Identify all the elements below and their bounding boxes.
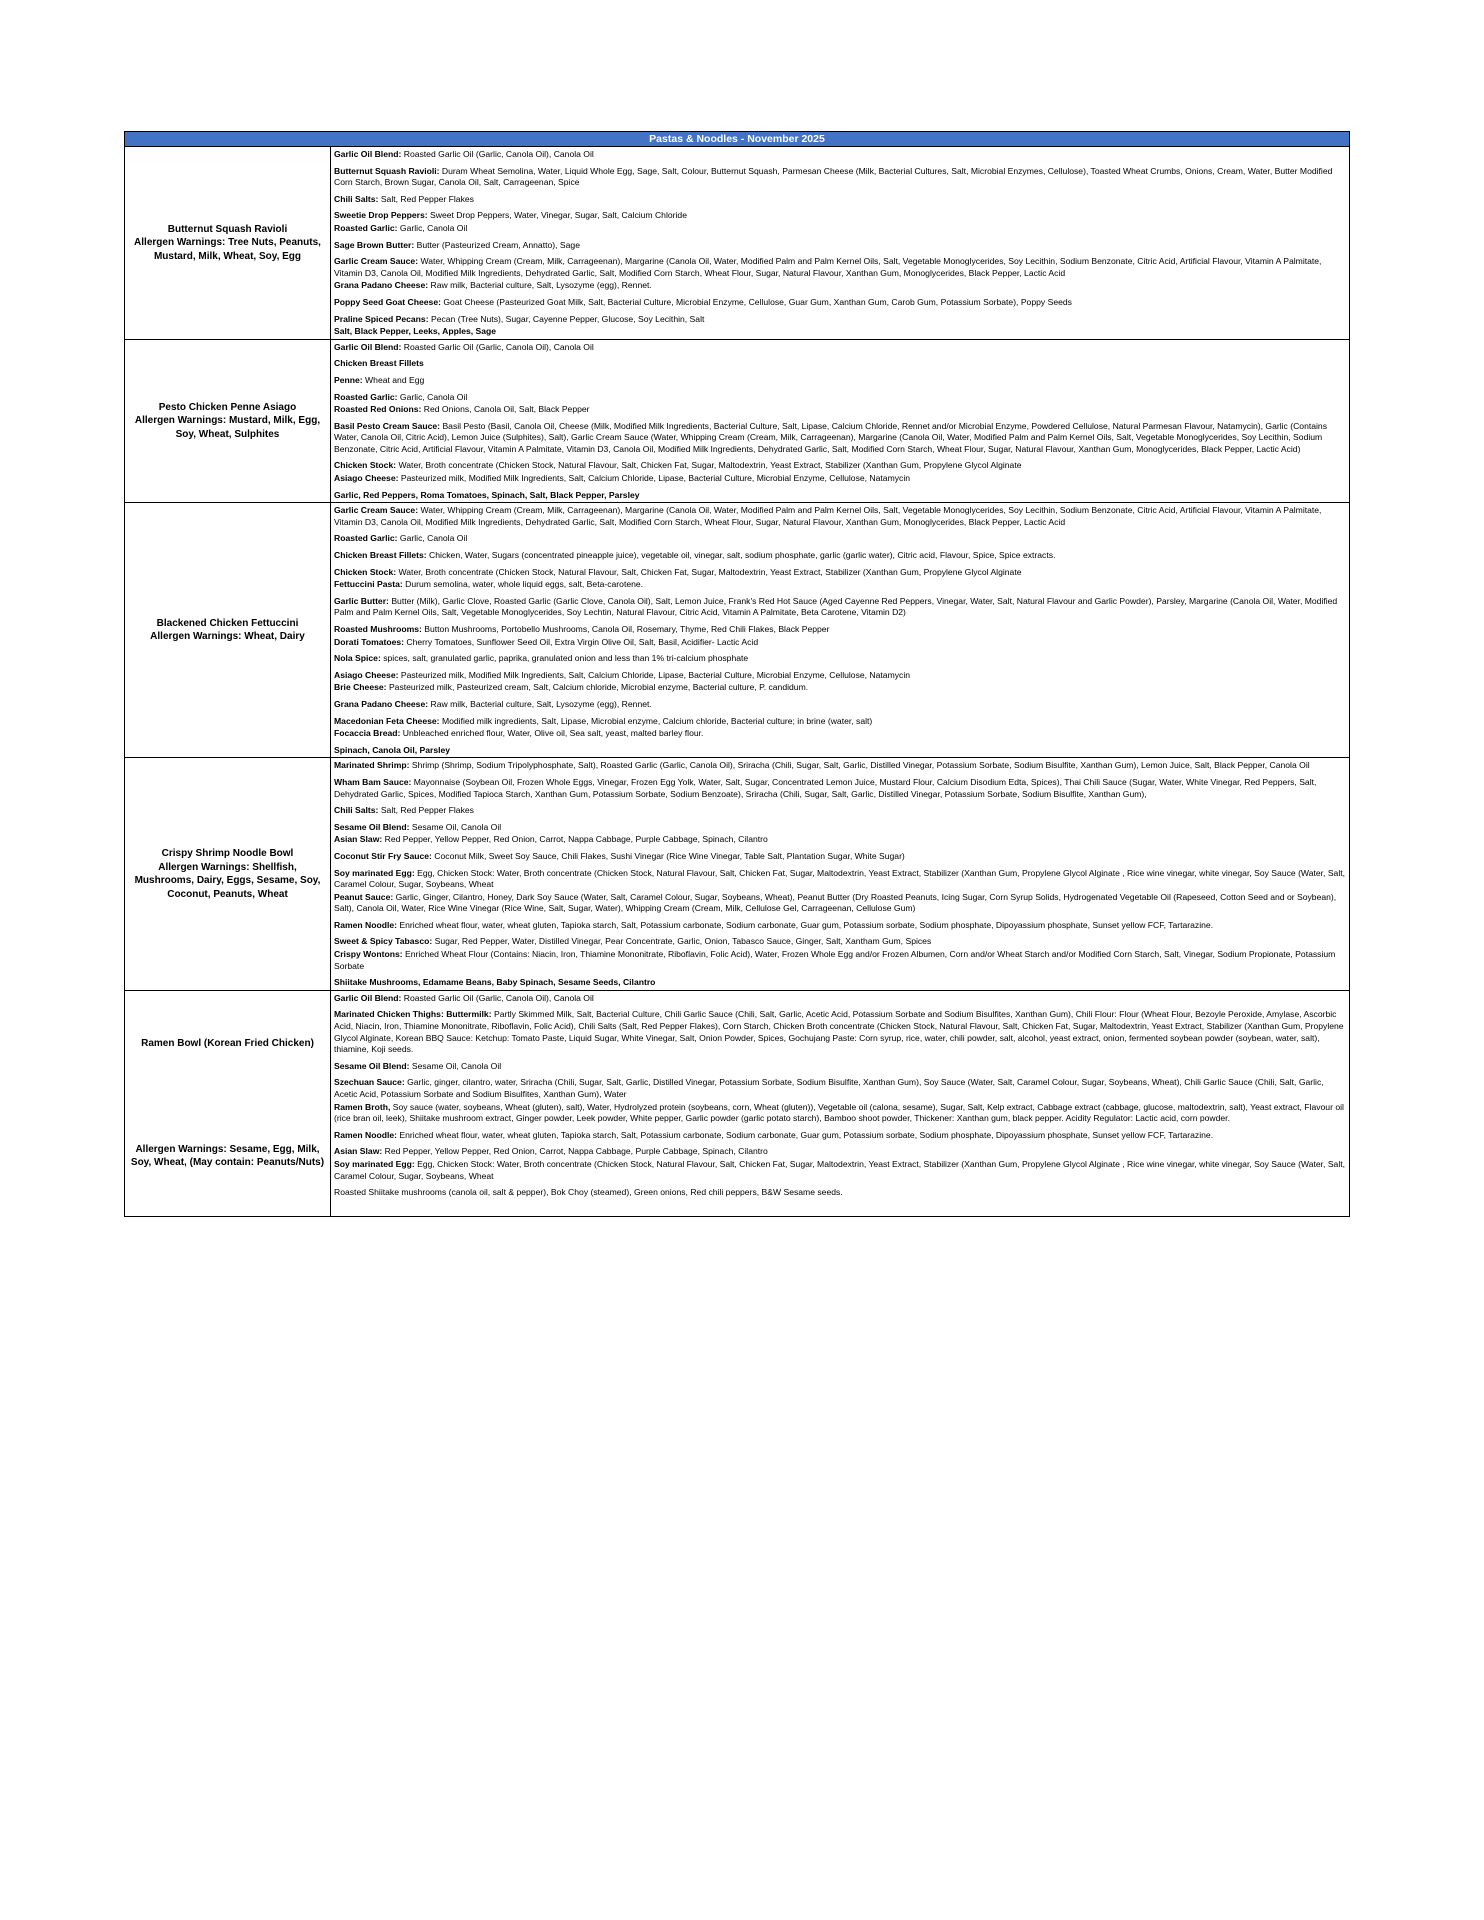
ingredient-line <box>334 993 1347 1005</box>
ingredient-line <box>334 421 1347 456</box>
ingredient-label: Peanut Sauce: <box>334 891 394 902</box>
ingredient-text: Garlic, Canola Oil <box>399 222 468 233</box>
ingredient-line <box>334 936 1347 948</box>
ingredient-text: Egg, Chicken Stock: Water, Broth concentrate (Chicken Stock, Natural Flavour, Salt, Chicken Fat, Sugar, Maltodextrin, Yeast Extract, Stabilizer (Xanthan Gum, Propylene Glycol Alginate , Rice wine vinegar, white vinegar, Soy Sauce (Water, Salt, Caramel Colour, Sugar, Soybeans, Wheat <box>334 1158 1346 1181</box>
ingredient-label: Asian Slaw: <box>334 1146 383 1157</box>
dish-name: Butternut Squash Ravioli <box>167 223 288 235</box>
ingredient-label: Garlic Butter: <box>334 595 389 606</box>
ingredient-line <box>334 1102 1347 1125</box>
ingredient-line <box>334 653 1347 665</box>
ingredient-line <box>334 567 1347 579</box>
ingredient-label: Grana Padano Cheese: <box>334 280 429 291</box>
ingredient-label: Soy marinated Egg: <box>334 867 415 878</box>
dish-row <box>125 147 1350 340</box>
sheet-title: Pastas & Noodles - November 2025 <box>125 132 1350 147</box>
ingredients-cell <box>331 990 1350 1216</box>
ingredient-label: Penne: <box>334 374 363 385</box>
ingredient-label: Wham Bam Sauce: <box>334 776 412 787</box>
ingredient-line <box>334 728 1347 740</box>
ingredient-text: Roasted Shiitake mushrooms (canola oil, salt & pepper), Bok Choy (steamed), Green onions, Red chili peppers, B&W Sesame seeds. <box>334 1187 843 1198</box>
ingredient-line <box>334 1009 1347 1055</box>
ingredient-line <box>334 149 1347 161</box>
ingredient-text: Unbleached enriched flour, Water, Olive oil, Sea salt, yeast, malted barley flour. <box>402 728 704 739</box>
ingredients-cell <box>331 147 1350 340</box>
ingredient-label: Fettuccini Pasta: <box>334 579 403 590</box>
ingredient-text: Butter (Pasteurized Cream, Annatto), Sage <box>416 239 580 250</box>
ingredient-label: Focaccia Bread: <box>334 728 401 739</box>
ingredient-text: Basil Pesto (Basil, Canola Oil, Cheese (Milk, Modified Milk Ingredients, Bacterial Culture, Salt, Lipase, Calcium Chloride, Rennet and/or Microbial Enzyme, Powdered Cellulose, Natural Parmesan Flavour, Natamycin), Garlic (Contains Water, Canola Oil, Citric Acid), Lemon Juice (Sulphites), Salt), Garlic Cream Sauce (Water, Whipping Cream (Cream, Milk, Carrageenan), Margarine (Canola Oil, Water, Modified Palm and Palm Kernel Oils, Salt, Vegetable Monoglycerides, Soy Lecithin, Sodium Benzonate, Citric Acid, Artificial Flavour, Vitamin A Palmitate, Vitamin D3, Canola Oil, Modified Milk Ingredients, Dehydrated Garlic, Salt, Modified Corn Starch, Wheat Flour, Sugar, Natural Flavour, Xanthan Gum, Monoglycerides, Black Pepper, Lactic Acid) <box>334 420 1328 454</box>
allergen-warnings: Allergen Warnings: Sesame, Egg, Milk, Soy, Wheat, (May contain: Peanuts/Nuts) <box>130 1143 325 1169</box>
ingredient-text: Pasteurized milk, Modified Milk Ingredients, Salt, Calcium Chloride, Lipase, Bacterial Culture, Microbial Enzyme, Cellulose, Natamycin <box>400 669 911 680</box>
ingredient-line <box>334 1159 1347 1182</box>
ingredient-label: Sweetie Drop Peppers: <box>334 210 428 221</box>
ingredient-line <box>334 194 1347 206</box>
ingredient-label: Poppy Seed Goat Cheese: <box>334 296 441 307</box>
ingredient-text: Cherry Tomatoes, Sunflower Seed Oil, Extra Virgin Olive Oil, Salt, Basil, Acidifier- Lactic Acid <box>406 636 759 647</box>
ingredient-line <box>334 297 1347 309</box>
ingredient-label: Roasted Mushrooms: <box>334 624 422 634</box>
ingredient-label: Shiitake Mushrooms, Edamame Beans, Baby Spinach, Sesame Seeds, Cilantro <box>334 977 656 988</box>
dish-row <box>125 758 1350 991</box>
ingredient-text: Garlic, Canola Oil <box>399 533 468 544</box>
ingredient-text: Water, Broth concentrate (Chicken Stock, Natural Flavour, Salt, Chicken Fat, Sugar, Maltodextrin, Yeast Extract, Stabilizer (Xanthan Gum, Propylene Glycol Alginate <box>398 460 1022 471</box>
ingredient-label: Garlic Cream Sauce: <box>334 505 419 516</box>
ingredient-line <box>334 460 1347 472</box>
ingredient-text: Enriched wheat flour, water, wheat gluten, Tapioka starch, Salt, Potassium carbonate, Sodium carbonate, Guar gum, Potassium sorbate, Sodium phosphate, Dipoyassium phosphate, Sunset yellow FCF, Tartarazine. <box>399 1129 1214 1140</box>
ingredient-line <box>334 375 1347 387</box>
ingredient-label: Szechuan Sauce: <box>334 1077 405 1088</box>
ingredient-line <box>334 358 1347 370</box>
ingredient-line <box>334 805 1347 817</box>
ingredient-label: Asiago Cheese: <box>334 669 399 680</box>
ingredient-line <box>334 579 1347 591</box>
ingredient-text: Roasted Garlic Oil (Garlic, Canola Oil), Canola Oil <box>403 992 594 1003</box>
ingredient-label: Roasted Garlic: <box>334 533 398 544</box>
ingredient-line <box>334 1146 1347 1158</box>
ingredient-text: Sesame Oil, Canola Oil <box>411 1060 502 1071</box>
dish-name: Ramen Bowl (Korean Fried Chicken) <box>141 1037 314 1049</box>
ingredient-text: Salt, Red Pepper Flakes <box>380 805 474 816</box>
ingredient-line <box>334 637 1347 649</box>
ingredient-label: Marinated Chicken Thighs: Buttermilk: <box>334 1009 492 1020</box>
ingredient-line <box>334 280 1347 292</box>
ingredient-line <box>334 868 1347 891</box>
ingredient-line <box>334 1077 1347 1100</box>
ingredient-text: Raw milk, Bacterial culture, Salt, Lysozyme (egg), Rennet. <box>430 280 652 291</box>
ingredient-text: Goat Cheese (Pasteurized Goat Milk, Salt, Bacterial Culture, Microbial Enzyme, Cellulose, Guar Gum, Xanthan Gum, Carob Gum, Potassium Sorbate), Poppy Seeds <box>443 296 1072 307</box>
ingredient-line <box>334 822 1347 834</box>
dish-cell <box>125 758 331 991</box>
ingredient-label: Coconut Stir Fry Sauce: <box>334 850 432 861</box>
ingredient-label: Marinated Shrimp: <box>334 760 410 771</box>
ingredient-label: Butternut Squash Ravioli: <box>334 165 440 176</box>
ingredient-line <box>334 490 1347 502</box>
ingredients-cell <box>331 758 1350 991</box>
ingredient-text: Durum semolina, water, whole liquid eggs, salt, Beta-carotene. <box>405 579 644 590</box>
ingredient-text: Butter (Milk), Garlic Clove, Roasted Garlic (Garlic Clove, Canola Oil), Salt, Lemon Juice, Frank's Red Hot Sauce (Aged Cayenne Red Peppers, Vinegar, Water, Salt, Natural Flavour and Garlic Powder), Parsley, Margarine (Canola Oil, Water, Modified Palm and Palm Kernel Oils, Salt, Vegetable Monoglycerides, Soy Lechtin, Natural Flavour, Citric Acid, Vitamin A Palmitate, Beta Carotene, Vitamin D2) <box>334 595 1338 618</box>
ingredient-line <box>334 920 1347 932</box>
ingredient-label: Nola Spice: <box>334 653 381 664</box>
ingredient-label: Spinach, Canola Oil, Parsley <box>334 744 451 755</box>
ingredient-line <box>334 1130 1347 1142</box>
ingredient-label: Chicken Breast Fillets <box>334 358 424 369</box>
ingredient-text: Duram Wheat Semolina, Water, Liquid Whole Egg, Sage, Salt, Colour, Butternut Squash, Parmesan Cheese (Milk, Bacterial Cultures, Salt, Microbial Enzymes, Cellulose), Toasted Wheat Crumbs, Onions, Cream, Water, Butter Modified Corn Starch, Brown Sugar, Canola Oil, Salt, Carrageenan, Spice <box>334 165 1333 188</box>
dish-row <box>125 339 1350 503</box>
ingredient-text: Mayonnaise (Soybean Oil, Frozen Whole Eggs, Vinegar, Frozen Egg Yolk, Water, Salt, Sugar, Concentrated Lemon Juice, Mustard Flour, Calcium Disodium Edta, Spices), Thai Chili Sauce (Sugar, Water, White Vinegar, Red Peppers, Salt, Dehydrated Garlic, Spices, Modified Tapioca Starch, Xanthan Gum, Potassium Sorbate, Sodium Benzoate), Sriracha (Chili, Sugar, Salt, Garlic, Distilled Vinegar, Potassium Sorbate, Sodium Bisulfite, Xanthan Gum), <box>334 776 1317 799</box>
ingredient-line <box>334 851 1347 863</box>
dish-name: Blackened Chicken Fettuccini <box>156 617 299 629</box>
ingredient-text: Red Onions, Canola Oil, Salt, Black Pepper <box>423 404 590 415</box>
dish-name: Pesto Chicken Penne Asiago <box>158 401 297 413</box>
dish-row <box>125 503 1350 758</box>
ingredient-text: Egg, Chicken Stock: Water, Broth concentrate (Chicken Stock, Natural Flavour, Salt, Chicken Fat, Sugar, Maltodextrin, Yeast Extract, Stabilizer (Xanthan Gum, Propylene Glycol Alginate , Rice wine vinegar, white vinegar, Soy Sauce (Water, Salt, Caramel Colour, Sugar, Soybeans, Wheat <box>334 867 1346 890</box>
ingredient-label: Garlic, Red Peppers, Roma Tomatoes, Spinach, Salt, Black Pepper, Parsley <box>334 489 640 500</box>
ingredient-text: Coconut Milk, Sweet Soy Sauce, Chili Flakes, Sushi Vinegar (Rice Wine Vinegar, Table Salt, Plantation Sugar, White Sugar) <box>434 850 905 861</box>
ingredient-text: Soy sauce (water, soybeans, Wheat (gluten), salt), Water, Hydrolyzed protein (soybeans, corn, Wheat (gluten)), Vegetable oil (calona, sesame), Sugar, Salt, Kelp extract, Cabbage extract (cabbage, glucose, maltodextrin, salt), Yeast extract, Flavour oil (rice bran oil, leek), Shiitake mushroom extract, Ginger powder, Leek powder, White pepper, Garlic powder (garlic potato starch), Bamboo shoot powder, Thickener: Xanthan gum, black pepper. Acidity Regulator: Lactic acid, corn powder. <box>334 1101 1344 1124</box>
ingredient-text: Water, Whipping Cream (Cream, Milk, Carrageenan), Margarine (Canola Oil, Water, Modified Palm and Palm Kernel Oils, Salt, Vegetable Monoglycerides, Soy Lecithin, Sodium Benzonate, Citric Acid, Artificial Flavour, Vitamin A Palmitate, Vitamin D3, Canola Oil, Modified Milk Ingredients, Dehydrated Garlic, Salt, Modified Corn Starch, Wheat Flour, Sugar, Natural Flavour, Xanthan Gum, Monoglycerides, Black Pepper, Lactic Acid <box>334 505 1322 527</box>
ingredient-text: Water, Broth concentrate (Chicken Stock, Natural Flavour, Salt, Chicken Fat, Sugar, Maltodextrin, Yeast Extract, Stabilizer (Xanthan Gum, Propylene Glycol Alginate <box>398 566 1022 577</box>
ingredient-text: Red Pepper, Yellow Pepper, Red Onion, Carrot, Nappa Cabbage, Purple Cabbage, Spinach, Cilantro <box>384 1146 768 1157</box>
ingredient-line <box>334 1061 1347 1073</box>
ingredient-label: Ramen Broth, <box>334 1101 391 1112</box>
ingredient-label: Roasted Garlic: <box>334 391 398 402</box>
ingredient-text: Water, Whipping Cream (Cream, Milk, Carrageenan), Margarine (Canola Oil, Water, Modified Palm and Palm Kernel Oils, Salt, Vegetable Monoglycerides, Soy Lecithin, Sodium Benzonate, Citric Acid, Artificial Flavour, Vitamin A Palmitate, Vitamin D3, Canola Oil, Modified Milk Ingredients, Dehydrated Garlic, Salt, Modified Corn Starch, Wheat Flour, Sugar, Natural Flavour, Xanthan Gum, Monoglycerides, Black Pepper, Lactic Acid <box>334 256 1322 278</box>
ingredients-cell <box>331 503 1350 758</box>
ingredient-label: Chicken Stock: <box>334 460 397 471</box>
ingredient-text: Chicken, Water, Sugars (concentrated pineapple juice), vegetable oil, vinegar, salt, sodium phosphate, garlic (garlic water), Citric acid, Flavour, Spice, Spice extracts. <box>429 550 1056 561</box>
ingredient-text: spices, salt, granulated garlic, paprika, granulated onion and less than 1% tri-calcium phosphate <box>383 653 749 664</box>
ingredient-text: Pasteurized milk, Modified Milk Ingredients, Salt, Calcium Chloride, Lipase, Bacterial Culture, Microbial Enzyme, Cellulose, Natamycin <box>400 473 911 484</box>
ingredient-text: Salt, Red Pepper Flakes <box>380 193 474 204</box>
ingredient-label: Chili Salts: <box>334 805 379 816</box>
ingredient-text: Sesame Oil, Canola Oil <box>411 821 502 832</box>
ingredient-line <box>334 716 1347 728</box>
ingredient-text: Sweet Drop Peppers, Water, Vinegar, Sugar, Salt, Calcium Chloride <box>430 210 687 221</box>
ingredient-line <box>334 240 1347 252</box>
ingredient-line <box>334 326 1347 338</box>
ingredient-label: Garlic Oil Blend: <box>334 149 402 159</box>
ingredient-line <box>334 760 1347 772</box>
ingredient-line <box>334 892 1347 915</box>
ingredient-line <box>334 210 1347 222</box>
ingredient-text: Modified milk ingredients, Salt, Lipase, Microbial enzyme, Calcium chloride, Bacterial culture; in brine (water, salt) <box>441 715 873 726</box>
ingredient-line <box>334 314 1347 326</box>
ingredient-label: Salt, Black Pepper, Leeks, Apples, Sage <box>334 326 497 337</box>
dish-cell <box>125 147 331 340</box>
ingredient-line <box>334 977 1347 989</box>
ingredient-line <box>334 505 1347 528</box>
ingredient-text: Sugar, Red Pepper, Water, Distilled Vinegar, Pear Concentrate, Garlic, Onion, Tabasco Sauce, Ginger, Salt, Xantham Gum, Spices <box>434 936 932 947</box>
ingredient-label: Chicken Stock: <box>334 566 397 577</box>
allergen-warnings: Allergen Warnings: Wheat, Dairy <box>150 631 305 643</box>
ingredient-text: Raw milk, Bacterial culture, Salt, Lysozyme (egg), Rennet. <box>430 698 652 709</box>
ingredient-label: Asiago Cheese: <box>334 473 399 484</box>
ingredient-label: Basil Pesto Cream Sauce: <box>334 420 441 431</box>
ingredient-text: Enriched wheat flour, water, wheat gluten, Tapioka starch, Salt, Potassium carbonate, Sodium carbonate, Guar gum, Potassium sorbate, Sodium phosphate, Dipoyassium phosphate, Sunset yellow FCF, Tartarazine. <box>399 919 1214 930</box>
ingredient-text: Pecan (Tree Nuts), Sugar, Cayenne Pepper, Glucose, Soy Lecithin, Salt <box>430 313 705 324</box>
ingredient-label: Roasted Garlic: <box>334 222 398 233</box>
ingredient-label: Sage Brown Butter: <box>334 239 415 250</box>
allergen-warnings: Allergen Warnings: Shellfish, Mushrooms, Dairy, Eggs, Sesame, Soy, Coconut, Peanuts, Wheat <box>134 861 321 900</box>
ingredient-label: Chicken Breast Fillets: <box>334 550 427 561</box>
ingredient-label: Dorati Tomatoes: <box>334 636 405 647</box>
ingredient-label: Garlic Cream Sauce: <box>334 256 419 267</box>
ingredient-label: Garlic Oil Blend: <box>334 992 402 1003</box>
allergen-table <box>124 131 1350 1217</box>
ingredient-label: Sesame Oil Blend: <box>334 821 410 832</box>
ingredient-line <box>334 1187 1347 1199</box>
ingredient-line <box>334 550 1347 562</box>
ingredient-line <box>334 473 1347 485</box>
ingredient-label: Sweet & Spicy Tabasco: <box>334 936 433 947</box>
dish-name: Crispy Shrimp Noodle Bowl <box>161 848 294 860</box>
ingredient-line <box>334 949 1347 972</box>
ingredient-label: Soy marinated Egg: <box>334 1158 415 1169</box>
ingredient-line <box>334 166 1347 189</box>
allergen-warnings: Allergen Warnings: Mustard, Milk, Egg, Soy, Wheat, Sulphites <box>134 415 321 440</box>
ingredient-line <box>334 777 1347 800</box>
ingredient-label: Praline Spiced Pecans: <box>334 313 429 324</box>
ingredient-label: Ramen Noodle: <box>334 1129 398 1140</box>
ingredient-text: Roasted Garlic Oil (Garlic, Canola Oil), Canola Oil <box>403 341 594 352</box>
dish-cell <box>125 990 331 1216</box>
dish-cell <box>125 503 331 758</box>
ingredient-line <box>334 834 1347 846</box>
ingredient-line <box>334 596 1347 619</box>
ingredient-label: Sesame Oil Blend: <box>334 1060 410 1071</box>
ingredient-text: Garlic, Ginger, Cilantro, Honey, Dark Soy Sauce (Water, Salt, Caramel Colour, Sugar, Soybeans, Wheat), Peanut Butter (Dry Roasted Peanuts, Icing Sugar, Corn Syrup Solids, Hydrogenated Vegetable Oil (Rapeseed, Cotton Seed and or Soybean), Salt), Canola Oil, Water, Rice Wine Vinegar (Rice Wine, Salt, Sugar, Water), Whipping Cream (Cream, Milk, Cellulose Gel, Carrageenan, Cellulose Gum) <box>334 891 1337 914</box>
ingredient-text: Red Pepper, Yellow Pepper, Red Onion, Carrot, Nappa Cabbage, Purple Cabbage, Spinach, Cilantro <box>384 834 768 845</box>
ingredient-line <box>334 404 1347 416</box>
ingredient-line <box>334 342 1347 354</box>
ingredient-text: Garlic, Canola Oil <box>399 391 468 402</box>
ingredient-label: Grana Padano Cheese: <box>334 698 429 709</box>
dish-cell <box>125 339 331 503</box>
ingredient-label: Brie Cheese: <box>334 682 387 693</box>
ingredient-line <box>334 256 1347 279</box>
ingredient-line <box>334 533 1347 545</box>
ingredient-line <box>334 670 1347 682</box>
ingredient-text: Wheat and Egg <box>365 374 425 385</box>
ingredient-line <box>334 745 1347 757</box>
ingredient-label: Macedonian Feta Cheese: <box>334 715 440 726</box>
ingredient-label: Garlic Oil Blend: <box>334 341 402 352</box>
ingredient-text: Enriched Wheat Flour (Contains: Niacin, Iron, Thiamine Mononitrate, Riboflavin, Folic Acid), Water, Frozen Whole Egg and/or Frozen Albumen, Corn and/or Wheat Starch and/or Modified Corn Starch, Salt, Vinegar, Sodium Propionate, Potassium Sorbate <box>334 949 1336 971</box>
ingredient-line <box>334 624 1347 636</box>
ingredient-text: Garlic, ginger, cilantro, water, Sriracha (Chili, Sugar, Salt, Garlic, Distilled Vinegar, Potassium Sorbate, Sodium Bisulfite, Xanthan Gum), Soy Sauce (Water, Salt, Caramel Colour, Sugar, Soybeans, Wheat), Chili Garlic Sauce (Chili, Salt, Garlic, Acetic Acid, Potassium Sorbate and Sodium Bisulfites, Xanthan Gum), Water <box>334 1077 1324 1099</box>
allergen-warnings: Allergen Warnings: Tree Nuts, Peanuts, Mustard, Milk, Wheat, Soy, Egg <box>134 237 321 262</box>
ingredient-label: Asian Slaw: <box>334 834 383 845</box>
dish-row <box>125 990 1350 1216</box>
ingredient-text: Roasted Garlic Oil (Garlic, Canola Oil), Canola Oil <box>403 149 594 159</box>
ingredient-line <box>334 699 1347 711</box>
ingredient-label: Roasted Red Onions: <box>334 404 422 415</box>
ingredient-label: Chili Salts: <box>334 193 379 204</box>
ingredient-line <box>334 682 1347 694</box>
ingredient-label: Crispy Wontons: <box>334 949 403 960</box>
ingredient-text: Button Mushrooms, Portobello Mushrooms, Canola Oil, Rosemary, Thyme, Red Chili Flakes, Black Pepper <box>424 624 830 634</box>
ingredient-line <box>334 392 1347 404</box>
ingredient-label: Ramen Noodle: <box>334 919 398 930</box>
ingredient-text: Shrimp (Shrimp, Sodium Tripolyphosphate, Salt), Roasted Garlic (Garlic, Canola Oil), Sriracha (Chili, Sugar, Salt, Garlic, Distilled Vinegar, Potassium Sorbate, Sodium Bisulfite, Xanthan Gum), Lemon Juice, Salt, Black Pepper, Canola Oil <box>411 760 1310 771</box>
ingredients-cell <box>331 339 1350 503</box>
ingredient-text: Partly Skimmed Milk, Salt, Bacterial Culture, Chili Garlic Sauce (Chili, Salt, Garlic, Acetic Acid, Potassium Sorbate and Sodium Bisulfites, Xanthan Gum), Chili Flour: Flour (Wheat Flour, Bezoyle Peroxide, Amylase, Ascorbic Acid, Niacin, Iron, Thiamine Mononitrate, Riboflavin, Folic Acid), Chili Salts (Salt, Red Pepper Flakes), Corn Starch, Chicken Broth concentrate (Chicken Stock, Natural Flavour, Salt, Chicken Fat, Sugar, Maltodextrin, Yeast Extract, Stabilizer (Xanthan Gum, Propylene Glycol Alginate, Korean BBQ Sauce: Ketchup: Tomato Paste, Liquid Sugar, White Vinegar, Salt, Onion Powder, Spices, Gochujang Paste: Corn syrup, rice, water, chili powder, salt, alcohol, yeast extract, onion, fermented soybean powder (soybean, water, salt), thiamine, Koji seeds. <box>334 1009 1344 1055</box>
ingredient-line <box>334 223 1347 235</box>
ingredient-text: Pasteurized milk, Pasteurized cream, Salt, Calcium chloride, Microbial enzyme, Bacterial culture, P. candidum. <box>388 682 809 693</box>
